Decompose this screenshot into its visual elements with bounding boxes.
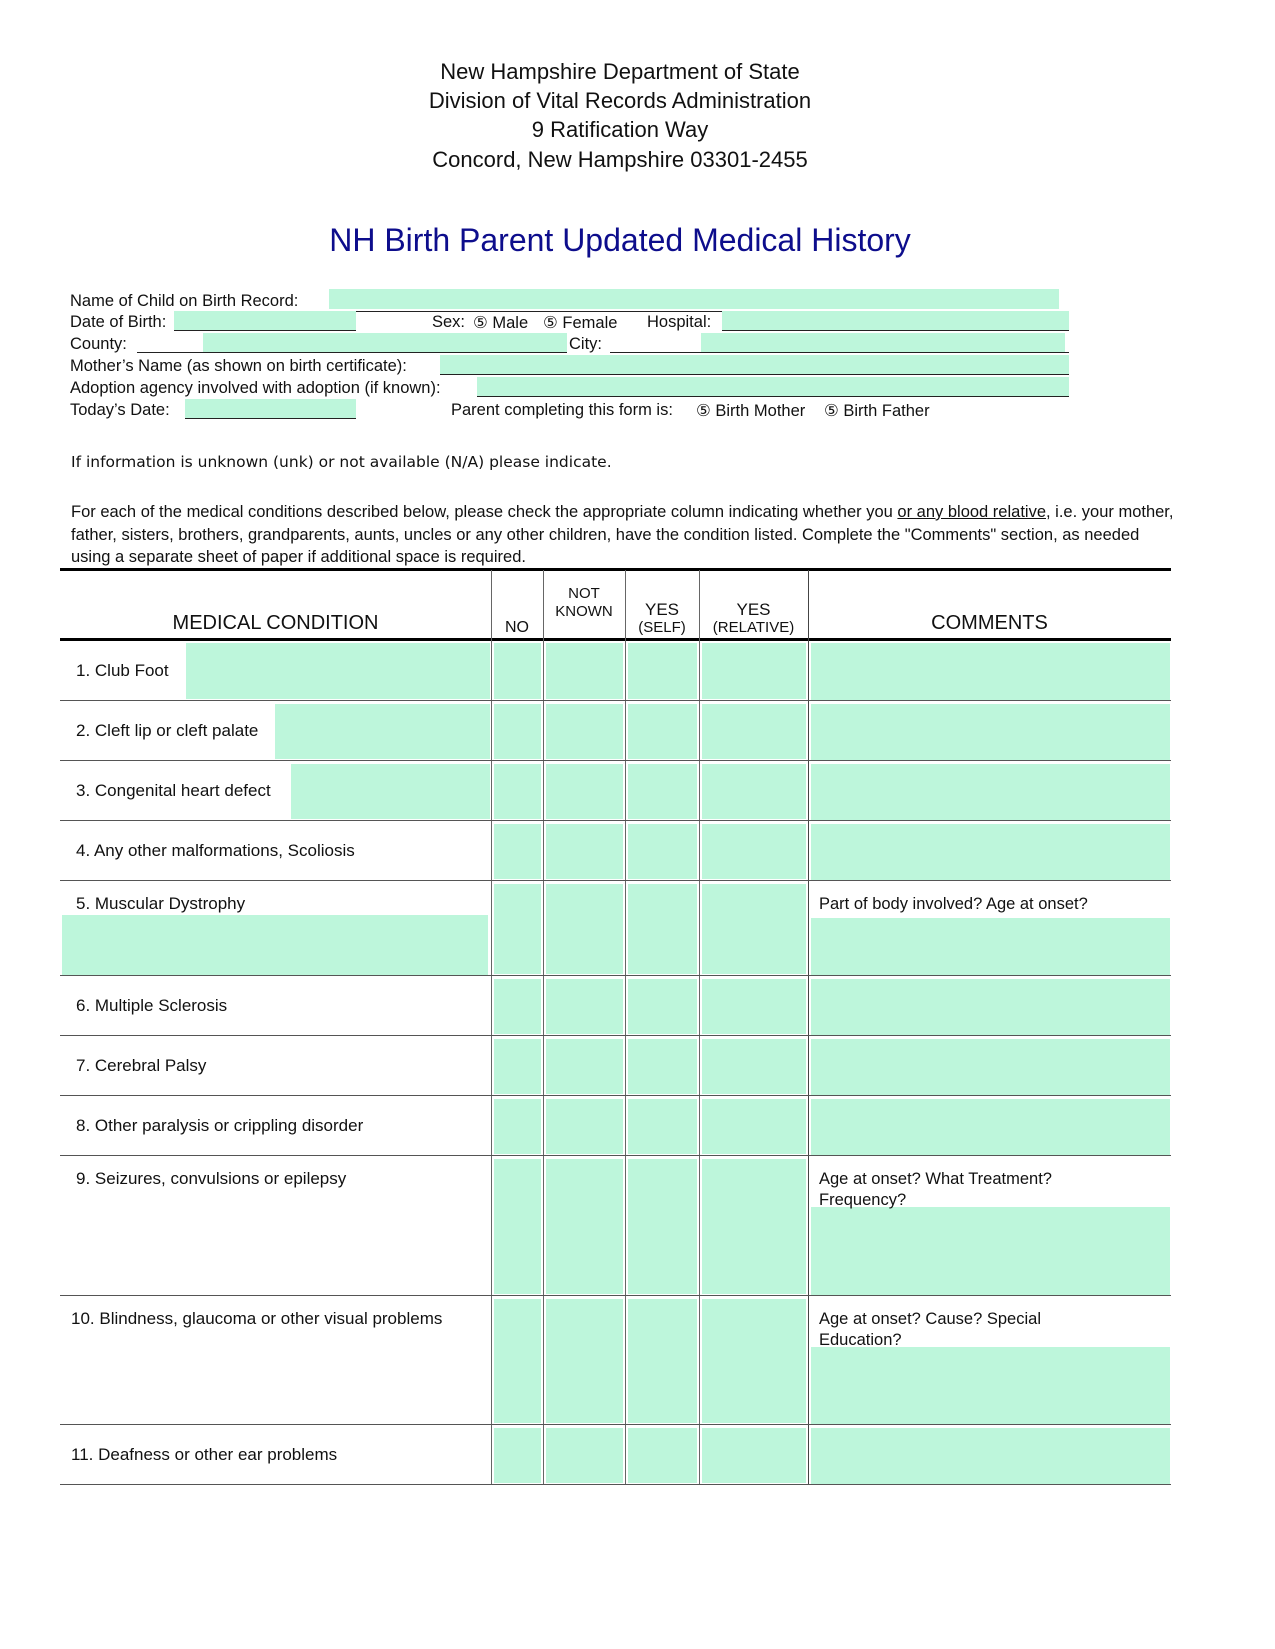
dob-field[interactable] [174,311,356,331]
condition-label: 7. Cerebral Palsy [76,1056,207,1075]
unknown-note: If information is unknown (unk) or not available (N/A) please indicate. [71,453,612,471]
comment-field[interactable] [811,1207,1170,1295]
comment-prompt: Age at onset? Cause? Special Education? [819,1310,1041,1349]
radio-icon: ⑤ [543,314,558,332]
comment-field[interactable] [811,643,1170,700]
table-top-rule [60,568,1171,571]
cell-not-known[interactable] [546,1159,623,1294]
row-divider [60,975,1171,976]
instr-text: For each of the medical conditions described below, please check the appropriate column indicating whether you [71,503,898,521]
cell-yes-relative[interactable] [702,979,806,1034]
cell-yes-relative[interactable] [702,1039,806,1094]
column-divider [699,570,700,1485]
col-header-not-known [543,585,625,621]
cell-not-known[interactable] [546,643,623,699]
child-name-label: Name of Child on Birth Record: [70,292,299,310]
birth-mother-label: Birth Mother [715,402,806,420]
cell-not-known[interactable] [546,704,623,759]
cell-yes-self[interactable] [628,979,697,1034]
cell-yes-self[interactable] [628,704,697,759]
agency-field[interactable] [477,377,1069,397]
cell-not-known[interactable] [546,1099,623,1154]
comment-field[interactable] [811,704,1170,760]
cell-yes-relative[interactable] [702,643,806,699]
comment-field[interactable] [811,1039,1170,1095]
cell-not-known[interactable] [546,1039,623,1094]
male-label: Male [492,314,529,332]
cell-no[interactable] [494,1039,541,1094]
child-name-field[interactable] [329,289,1059,309]
row-divider [60,1424,1171,1425]
row-divider [60,820,1171,821]
condition-label: 8. Other paralysis or crippling disorder [76,1116,364,1135]
today-date-field[interactable] [185,399,356,419]
hdr-line: YES [644,600,680,619]
header-line: New Hampshire Department of State [440,59,800,84]
header-line: Concord, New Hampshire 03301-2455 [432,147,808,172]
cell-no[interactable] [494,1099,541,1154]
hdr-line: YES [736,600,771,619]
cell-not-known[interactable] [546,764,623,819]
dob-label: Date of Birth: [70,313,167,331]
today-date-label: Today’s Date: [70,401,170,419]
hdr-line: (RELATIVE) [712,619,795,636]
parent-label: Parent completing this form is: [451,401,673,419]
column-divider [625,570,626,1485]
column-divider [491,570,492,1485]
header-bottom-rule [60,638,1171,641]
column-divider [543,570,544,1485]
mother-name-field[interactable] [440,355,1069,375]
condition-label: 2. Cleft lip or cleft palate [76,721,259,740]
cell-yes-self[interactable] [628,1159,697,1294]
comment-prompt: Part of body involved? Age at onset? [819,895,1088,913]
comment-field[interactable] [811,1347,1170,1424]
birth-father-label: Birth Father [843,402,930,420]
comment-field[interactable] [811,979,1170,1035]
form-title: NH Birth Parent Updated Medical History [329,222,911,258]
row-divider [60,700,1171,701]
hdr-line: (SELF) [638,619,686,636]
cell-no[interactable] [494,704,541,759]
agency-label: Adoption agency involved with adoption (if known): [70,379,441,397]
comment-field[interactable] [811,824,1170,880]
cell-yes-relative[interactable] [702,884,806,974]
county-label: County: [70,335,127,353]
birth-father-radio[interactable] [824,401,930,421]
row-divider [60,760,1171,761]
row-divider [60,880,1171,881]
cell-no[interactable] [494,884,541,974]
header-line: Division of Vital Records Administration [428,88,812,113]
hdr-line: KNOWN [555,603,613,620]
county-field[interactable] [203,333,567,352]
condition-detail-field[interactable] [186,643,490,699]
row-divider [60,1484,1171,1485]
cell-no[interactable] [494,979,541,1034]
cell-yes-self[interactable] [628,764,697,819]
cell-yes-self[interactable] [628,1099,697,1154]
col-header-comments: COMMENTS [931,612,1048,634]
condition-label: 10. Blindness, glaucoma or other visual problems [71,1309,443,1328]
header-line: 9 Ratification Way [531,117,709,142]
comment-field[interactable] [811,1428,1170,1484]
column-divider [808,570,809,1485]
female-label: Female [562,314,618,332]
hdr-line: NOT [568,585,600,602]
condition-label: 5. Muscular Dystrophy [76,894,246,913]
cell-no[interactable] [494,764,541,819]
cell-no[interactable] [494,643,541,699]
cell-not-known[interactable] [546,979,623,1034]
comment-prompt: Age at onset? What Treatment? Frequency? [819,1170,1052,1209]
instr-underlined: or any blood relative [897,503,1046,521]
cell-yes-relative[interactable] [702,1428,806,1483]
cell-yes-self[interactable] [628,824,697,879]
radio-icon: ⑤ [824,402,839,420]
cell-no[interactable] [494,1428,541,1483]
cell-yes-relative[interactable] [702,1159,806,1294]
sex-female-radio[interactable] [543,313,617,333]
cell-yes-relative[interactable] [702,704,806,759]
mother-name-label: Mother’s Name (as shown on birth certificate): [70,357,407,375]
cell-no[interactable] [494,1159,541,1294]
col-header-condition: MEDICAL CONDITION [172,612,379,634]
condition-label: 1. Club Foot [76,660,169,680]
city-field[interactable] [701,333,1065,352]
cell-yes-relative[interactable] [702,824,806,879]
city-label: City: [569,335,602,353]
condition-detail-field[interactable] [275,704,490,759]
cell-yes-relative[interactable] [702,1299,806,1423]
comment-field[interactable] [811,918,1170,975]
condition-detail-field[interactable] [291,764,490,819]
row-divider [60,1295,1171,1296]
cell-yes-self[interactable] [628,1428,697,1483]
condition-label: 11. Deafness or other ear problems [71,1445,338,1464]
cell-no[interactable] [494,1299,541,1423]
condition-detail-field[interactable] [62,915,488,975]
cell-yes-self[interactable] [628,884,697,974]
cell-not-known[interactable] [546,824,623,879]
cell-not-known[interactable] [546,1428,623,1483]
cell-yes-self[interactable] [628,1039,697,1094]
row-divider [60,1035,1171,1036]
sex-male-radio[interactable] [473,313,528,333]
hospital-label: Hospital: [647,313,712,331]
col-header-no: NO [505,619,529,636]
condition-label: 3. Congenital heart defect [76,781,271,800]
col-header-yes-self [625,601,699,637]
row-divider [60,1095,1171,1096]
hospital-field[interactable] [722,311,1069,331]
instructions [71,501,1176,569]
row-divider [60,1155,1171,1156]
birth-mother-radio[interactable] [696,401,805,421]
sex-label: Sex: [432,313,466,331]
cell-no[interactable] [494,824,541,879]
comment-field[interactable] [811,764,1170,820]
condition-label: 6. Multiple Sclerosis [76,996,228,1015]
cell-yes-relative[interactable] [702,1099,806,1154]
col-header-yes-relative [699,601,808,637]
radio-icon: ⑤ [696,402,711,420]
cell-not-known[interactable] [546,1299,623,1423]
cell-yes-relative[interactable] [702,764,806,819]
cell-not-known[interactable] [546,884,623,974]
instr-text: , i.e. your mother, father, sisters, brothers, grandparents, aunts, uncles or any other children, have the condition listed. Complete the "Comments" section, as needed using a separate sheet of paper if additional space is required. [71,503,1174,566]
cell-yes-self[interactable] [628,1299,697,1423]
radio-icon: ⑤ [473,314,488,332]
condition-label: 9. Seizures, convulsions or epilepsy [76,1169,347,1188]
cell-yes-self[interactable] [628,643,697,699]
condition-label: 4. Any other malformations, Scoliosis [76,841,355,860]
comment-field[interactable] [811,1099,1170,1155]
